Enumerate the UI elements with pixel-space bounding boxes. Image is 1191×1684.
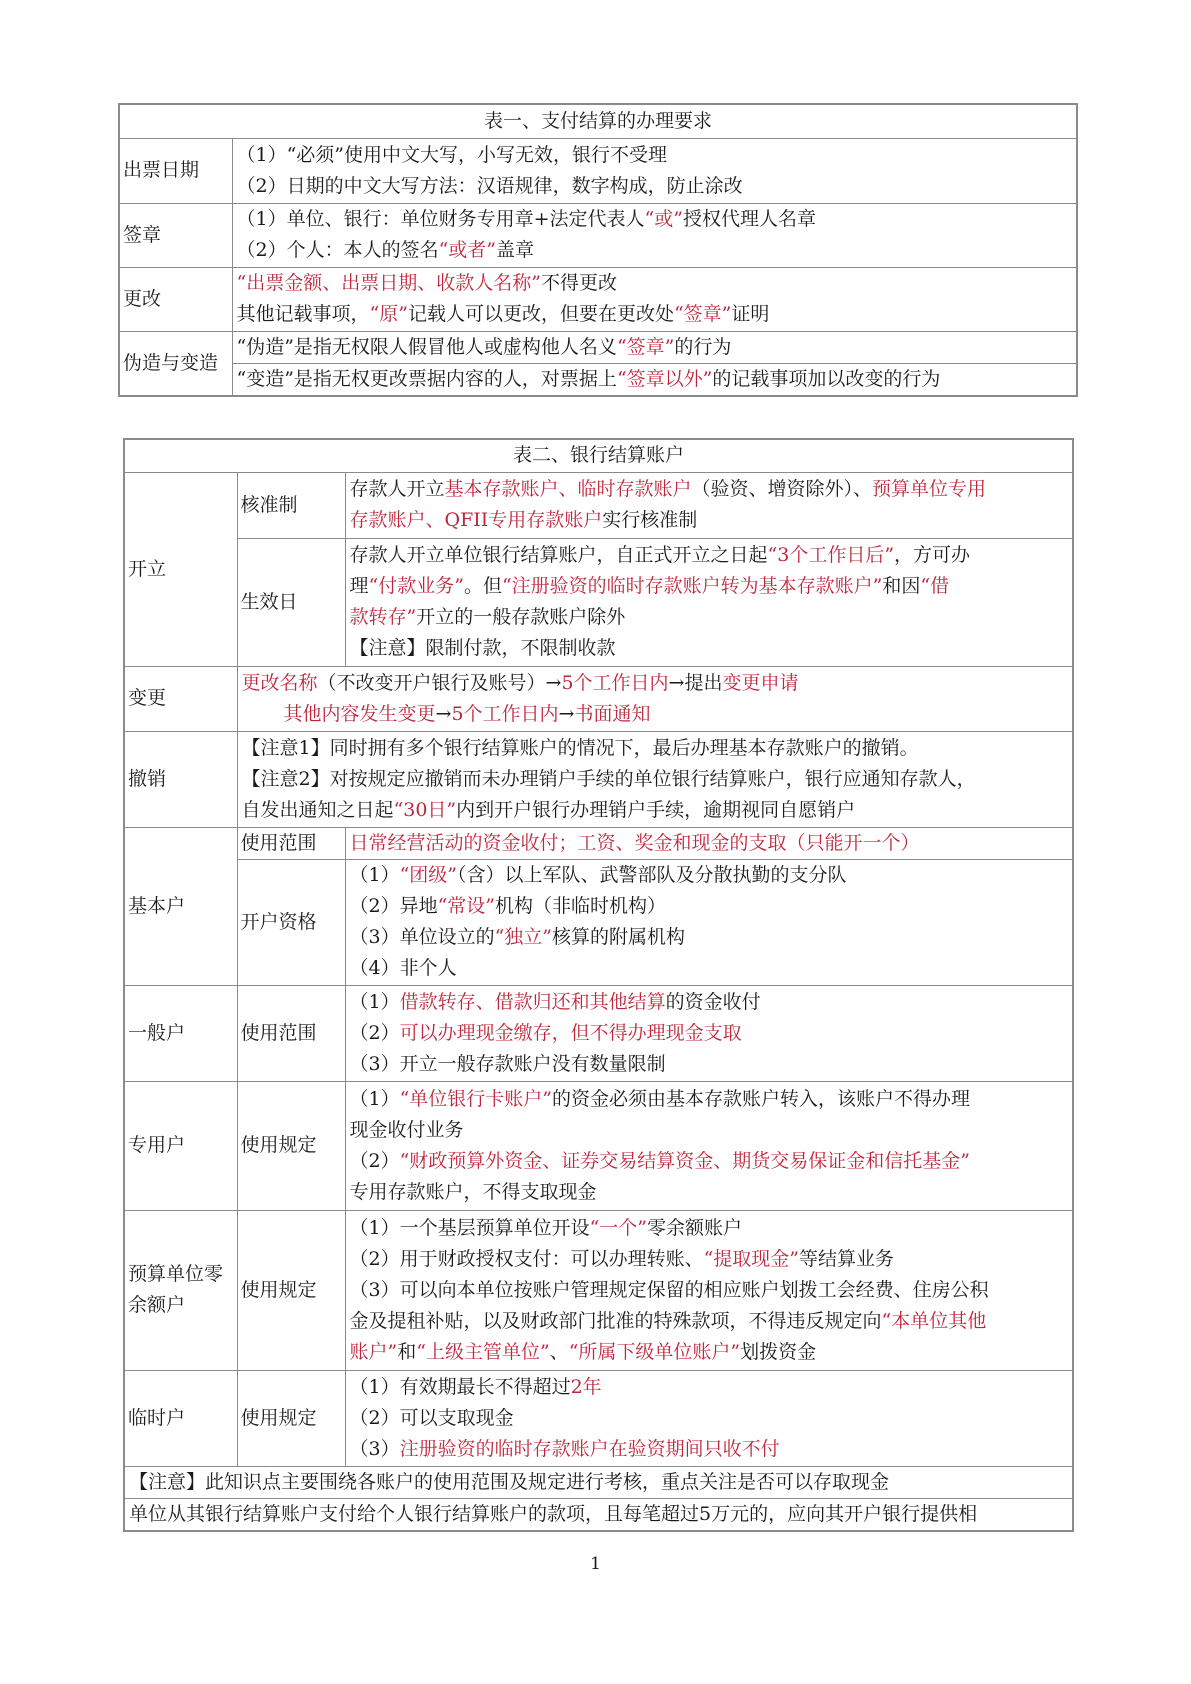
text-line [350,1213,1069,1244]
row-label-forgery: 伪造与变造 [119,331,232,396]
cell-change-content [237,666,1073,731]
zero-balance-label-text: 预算单位零余额户 [128,1263,224,1316]
text-line [350,1372,1069,1403]
text-line [350,1177,1069,1208]
text-segment: （1）“必须”使用中文大写，小写无效，银行不受理 [236,143,668,166]
sub-label-general-scope: 使用范围 [237,985,345,1081]
highlighted-text: 5个工作日内 [451,702,559,725]
text-line [350,1434,1069,1465]
note-row: 【注意】此知识点主要围绕各账户的使用范围及规定进行考核，重点关注是否可以存取现金 [124,1466,1073,1498]
text-line [350,1275,1069,1306]
text-segment: 金及提租补贴，以及财政部门批准的特殊款项，不得违反规定向 [349,1309,882,1332]
text-segment: （2）日期的中文大写方法：汉语规律，数字构成，防止涂改 [236,174,743,197]
text-segment: 的记载事项加以改变的行为 [712,367,941,390]
text-segment: 专用存款账户，不得支取现金 [349,1180,597,1203]
text-segment: 存款人开立单位银行结算账户，自正式开立之日起 [349,544,768,566]
text-line [350,1146,1069,1177]
sub-label-approval: 核准制 [237,472,345,538]
text-line [350,633,1069,664]
text-line [350,571,1069,602]
text-line [237,332,1073,363]
highlighted-text: 预算单位专用 [872,478,987,500]
highlighted-text: 款转存” [349,606,417,628]
row-label-signature: 签章 [119,203,232,267]
cell-alteration-content [232,267,1077,331]
trailing-text: 单位从其银行结算账户支付给个人银行结算账户的款项，且每笔超过5万元的，应向其开户银行提供相 [129,1502,978,1525]
text-segment: 划拨资金 [740,1340,817,1363]
highlighted-text: “提取现金” [703,1247,800,1270]
text-line [350,1306,1069,1337]
row-label-temporary-account: 临时户 [124,1370,237,1466]
text-line [237,204,1073,235]
text-line [350,828,1069,859]
text-segment: （2） [349,1021,400,1044]
highlighted-text: “签章” [616,335,675,358]
highlighted-text: 可以办理现金缴存，但不得办理现金支取 [399,1021,742,1044]
text-segment: （含）以上军队、武警部队及分散执勤的支分队 [457,864,847,886]
text-line [350,860,1069,891]
text-segment: 【注意1】同时拥有多个银行结算账户的情况下，最后办理基本存款账户的撤销。 [241,736,919,759]
table-payment-settlement-requirements [118,103,1078,397]
text-segment: （2）可以支取现金 [349,1406,514,1429]
highlighted-text: “注册验资的临时存款账户转为基本存款账户” [501,575,883,597]
highlighted-text: “本单位其他 [881,1309,987,1332]
cell-approval-content [345,472,1073,538]
text-segment: （验资、增资除外）、 [691,478,873,500]
table-bank-settlement-accounts [123,438,1074,1532]
text-segment: 等结算业务 [799,1247,895,1270]
table2-title: 表二、银行结算账户 [124,439,1073,472]
text-line [350,922,1069,953]
text-segment: （3）开立一般存款账户没有数量限制 [349,1052,666,1075]
text-segment: 内到开户银行办理销户手续，逾期视同自愿销户 [456,798,856,821]
highlighted-text: “出票金额、出票日期、收款人名称” [236,272,541,294]
row-label-change: 变更 [124,666,237,731]
row-label-general-account: 一般户 [124,985,237,1081]
text-line [350,540,1069,571]
text-segment: 授权代理人名章 [682,208,816,230]
highlighted-text: “或” [644,208,683,230]
cell-alteration-definition [232,363,1077,396]
text-segment: （1） [349,1087,400,1110]
text-segment: 、 [549,1340,569,1363]
text-segment: 现金收付业务 [349,1118,464,1141]
text-line [242,699,1069,730]
text-segment: → [558,702,575,725]
text-segment: （3）可以向本单位按账户管理规定保留的相应账户划拨工会经费、住房公积 [349,1278,989,1301]
text-segment: “伪造”是指无权限人假冒他人或虚构他人名义 [236,335,617,358]
cell-forgery-definition [232,331,1077,363]
highlighted-text: 账户” [349,1340,398,1363]
highlighted-text: “团级” [399,864,458,886]
cell-general-scope-content [345,985,1073,1081]
highlighted-text: 其他内容发生变更 [283,702,436,725]
text-line [242,764,1069,795]
text-line [237,268,1073,299]
text-line [242,668,1069,699]
text-line [350,1337,1069,1368]
highlighted-text: “独立” [494,926,553,948]
sub-label-temporary-rules: 使用规定 [237,1370,345,1466]
text-line [350,1403,1069,1434]
text-segment: （3）单位设立的 [349,926,495,948]
text-line [350,602,1069,633]
text-segment: （2） [349,1149,400,1172]
cell-signature-content [232,203,1077,267]
text-segment: 实行核准制 [602,509,698,531]
cell-zero-balance-rules-content [345,1210,1073,1370]
cell-issue-date-content [232,138,1077,203]
text-segment: →提出 [668,671,723,694]
highlighted-text: “签章以外” [616,367,713,390]
row-label-closure: 撤销 [124,731,237,827]
text-segment: 和因 [882,575,921,597]
highlighted-text: 变更申请 [722,671,799,694]
text-segment: （4）非个人 [349,957,457,979]
highlighted-text: “财政预算外资金、证券交易结算资金、期货交易保证金和信托基金” [399,1149,971,1172]
highlighted-text: “付款业务” [368,575,464,597]
text-segment: 其他记载事项， [236,303,370,325]
highlighted-text: 存款账户、QFII专用存款账户 [349,509,603,531]
highlighted-text: 借款转存、借款归还和其他结算 [399,990,666,1013]
text-segment: （1）单位、银行：单位财务专用章+法定代表人 [236,208,645,230]
text-segment: （1） [349,990,400,1013]
text-line [350,1049,1069,1080]
highlighted-text: 日常经营活动的资金收付；工资、奖金和现金的支取（只能开一个） [349,831,920,854]
row-label-issue-date: 出票日期 [119,138,232,203]
row-label-special-account: 专用户 [124,1081,237,1210]
highlighted-text: “3个工作日后” [767,544,895,566]
text-segment: → [435,702,452,725]
sub-label-zero-balance-rules: 使用规定 [237,1210,345,1370]
text-segment: 核算的附属机构 [552,926,686,948]
cell-special-rules-content [345,1081,1073,1210]
text-segment: 机构（非临时机构） [495,895,667,917]
text-line [350,1018,1069,1049]
text-segment: 【注意】限制付款，不限制收款 [349,637,616,659]
text-segment: 证明 [731,303,770,325]
highlighted-text: “上级主管单位” [416,1340,550,1363]
page-number: 1 [590,1554,601,1574]
text-segment: （1） [349,864,400,886]
text-line [237,235,1073,266]
highlighted-text: “借 [920,575,950,597]
text-line [237,299,1073,330]
text-segment: 盖章 [496,239,535,261]
text-line [242,733,1069,764]
text-segment: 理 [349,575,369,597]
text-line [237,364,1073,395]
row-label-alteration: 更改 [119,267,232,331]
text-segment: 。但 [463,575,502,597]
highlighted-text: 注册验资的临时存款账户在验资期间只收不付 [399,1437,780,1460]
text-segment: ，方可办 [894,544,971,566]
text-segment: （不改变开户银行及账号）→ [317,671,562,694]
highlighted-text: “签章” [673,303,732,325]
trailing-text-row [124,1498,1073,1531]
cell-basic-scope-content [345,827,1073,859]
row-label-zero-balance-account [124,1210,237,1370]
text-line [237,140,1073,171]
highlighted-text: “一个” [589,1216,648,1239]
text-segment: 的资金收付 [665,990,761,1013]
text-segment: 零余额账户 [647,1216,743,1239]
text-segment: 自发出通知之日起 [241,798,394,821]
text-segment: 不得更改 [540,272,617,294]
text-segment: 的资金必须由基本存款账户转入，该账户不得办理 [552,1087,971,1110]
highlighted-text: “30日” [393,798,457,821]
highlighted-text: “原” [369,303,408,325]
cell-temporary-rules-content [345,1370,1073,1466]
text-line [350,987,1069,1018]
text-line [237,171,1073,202]
sub-label-basic-scope: 使用范围 [237,827,345,859]
highlighted-text: “或者” [438,239,497,261]
row-label-opening: 开立 [124,472,237,666]
cell-basic-eligibility-content [345,859,1073,985]
text-segment: （2）用于财政授权支付：可以办理转账、 [349,1247,704,1270]
text-segment: （1）一个基层预算单位开设 [349,1216,590,1239]
text-line [350,1115,1069,1146]
highlighted-text: “常设” [437,895,496,917]
text-segment: （2）个人：本人的签名 [236,239,439,261]
text-line [350,474,1069,505]
highlighted-text: 5个工作日内 [561,671,669,694]
table1-title: 表一、支付结算的办理要求 [119,104,1077,138]
text-segment: 和 [397,1340,417,1363]
text-segment: 【注意2】对按规定应撤销而未办理销户手续的单位银行结算账户，银行应通知存款人， [241,767,976,790]
text-line [350,1244,1069,1275]
row-label-basic-account: 基本户 [124,827,237,985]
sub-label-basic-eligibility: 开户资格 [237,859,345,985]
text-line [350,953,1069,984]
sub-label-effective-date: 生效日 [237,538,345,666]
text-segment: 记载人可以更改，但要在更改处 [407,303,674,325]
text-line [350,891,1069,922]
highlighted-text: “所属下级单位账户” [568,1340,741,1363]
highlighted-text: 2年 [570,1375,602,1398]
cell-effective-date-content [345,538,1073,666]
text-segment: 开立的一般存款账户除外 [416,606,626,628]
text-line [242,795,1069,826]
text-segment: 存款人开立 [349,478,445,500]
highlighted-text: 基本存款账户、临时存款账户 [444,478,692,500]
cell-closure-content [237,731,1073,827]
highlighted-text: “单位银行卡账户” [399,1087,553,1110]
text-segment: （2）异地 [349,895,438,917]
highlighted-text: 更改名称 [241,671,318,694]
sub-label-special-rules: 使用规定 [237,1081,345,1210]
highlighted-text: 书面通知 [574,702,651,725]
text-segment: “变造”是指无权更改票据内容的人，对票据上 [236,367,617,390]
text-segment: 的行为 [674,335,732,358]
text-segment: （3） [349,1437,400,1460]
text-segment: （1）有效期最长不得超过 [349,1375,571,1398]
text-line [350,505,1069,536]
text-line [350,1084,1069,1115]
